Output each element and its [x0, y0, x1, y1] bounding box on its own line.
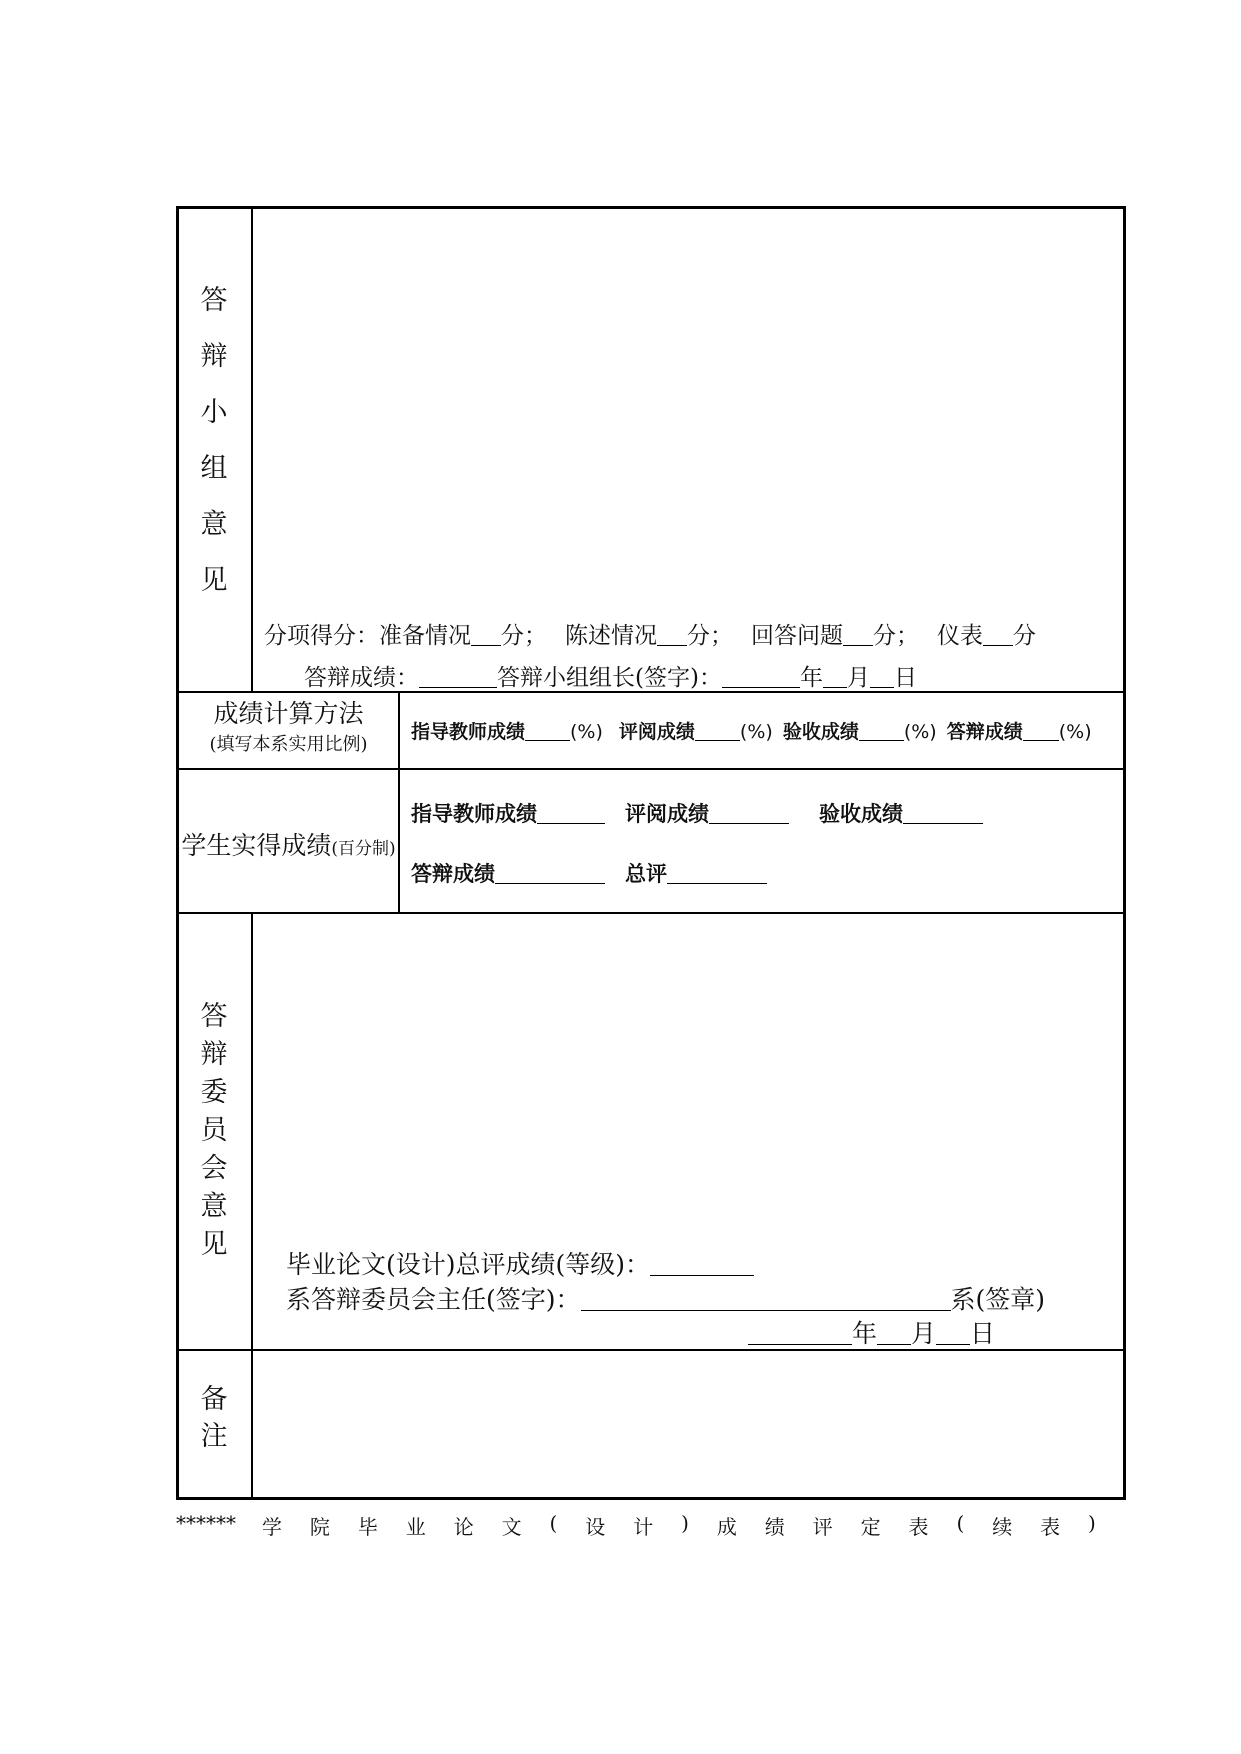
score-answers-blank[interactable]: [843, 622, 873, 646]
actual-defense-label: 答辩成绩: [411, 862, 495, 886]
actual-defense-blank[interactable]: [495, 862, 605, 884]
panel-day-blank[interactable]: [870, 664, 894, 688]
defense-panel-label: [196, 287, 232, 594]
sub-scores-prefix: 分项得分：: [264, 623, 379, 649]
calc-method-label: [179, 697, 398, 759]
row-divider-3: [176, 912, 1126, 914]
committee-day-blank[interactable]: [936, 1319, 970, 1345]
footer-title-char: 计: [633, 1515, 654, 1539]
form-footer: [176, 1511, 1096, 1540]
remarks-label: [196, 1386, 232, 1450]
defense-grade-line: [304, 659, 917, 692]
actual-review-blank[interactable]: [709, 802, 789, 824]
defense-panel-label-char: 组: [200, 453, 228, 484]
footer-stars: ******: [176, 1511, 236, 1535]
panel-year-label: 年: [799, 665, 823, 691]
footer-title-char: 表: [908, 1515, 929, 1539]
committee-label-char: 员: [200, 1115, 228, 1146]
panel-day-label: 日: [893, 665, 917, 691]
leader-sign-blank[interactable]: [722, 664, 800, 688]
score-preparation-label: 准备情况: [379, 623, 471, 649]
defense-panel-label-char: 见: [200, 565, 228, 596]
footer-title-char: 设: [585, 1515, 606, 1539]
footer-title-char: 续: [992, 1515, 1013, 1539]
ratio-advisor-suffix: (%): [570, 721, 603, 743]
ratio-defense-suffix: (%): [1058, 721, 1092, 743]
chair-sign-blank[interactable]: [581, 1285, 951, 1311]
score-presentation-label: 陈述情况: [565, 623, 657, 649]
ratio-acceptance-suffix: (%): [903, 721, 937, 743]
chair-sign-line: [286, 1280, 1045, 1316]
committee-label-char: 委: [200, 1077, 228, 1108]
committee-year-blank[interactable]: [748, 1319, 852, 1345]
footer-title-char: 论: [453, 1515, 474, 1539]
ratio-review-label: 评阅成绩: [618, 721, 695, 743]
ratio-acceptance-label: 验收成绩: [782, 721, 859, 743]
committee-label: [196, 1003, 232, 1258]
label-column-divider-top: [251, 206, 253, 692]
footer-title-char: (: [549, 1511, 558, 1535]
calc-method-title: 成绩计算方法: [213, 699, 364, 728]
footer-title-char: 文: [501, 1515, 522, 1539]
committee-label-char: 答: [200, 1001, 228, 1032]
panel-month-blank[interactable]: [823, 664, 847, 688]
footer-title-char: (: [956, 1511, 965, 1535]
table-border-top: [176, 206, 1126, 209]
table-border-right: [1123, 206, 1126, 1500]
score-answers-label: 回答问题: [751, 623, 843, 649]
committee-date-line: [748, 1314, 995, 1350]
ratio-defense-label: 答辩成绩: [946, 721, 1023, 743]
chair-sign-label: 系答辩委员会主任(签字)：: [286, 1285, 581, 1314]
actual-scores-row-2: [411, 858, 767, 888]
actual-total-label: 总评: [625, 862, 667, 886]
score-presentation-blank[interactable]: [657, 622, 687, 646]
dept-seal-label: 系(签章): [950, 1285, 1046, 1314]
actual-review-label: 评阅成绩: [625, 802, 709, 826]
actual-acceptance-blank[interactable]: [903, 802, 983, 824]
score-appearance-unit: 分: [1013, 623, 1036, 649]
calc-method-subtitle: (填写本系实用比例): [209, 734, 368, 755]
committee-month-label: 月: [911, 1319, 937, 1348]
ratio-advisor-blank[interactable]: [525, 721, 570, 741]
calc-method-ratios: [411, 717, 1092, 744]
table-border-bottom: [176, 1497, 1126, 1500]
committee-label-char: 意: [200, 1191, 228, 1222]
actual-acceptance-label: 验收成绩: [819, 802, 903, 826]
footer-title-char: ): [1088, 1511, 1096, 1535]
committee-label-char: 辩: [200, 1039, 228, 1070]
defense-panel-label-char: 答: [200, 285, 228, 316]
ratio-defense-blank[interactable]: [1023, 721, 1059, 741]
remarks-label-char: 注: [200, 1421, 228, 1452]
actual-scores-title: 学生实得成绩: [181, 831, 332, 860]
score-presentation-unit: 分；: [687, 623, 733, 649]
actual-advisor-blank[interactable]: [537, 802, 605, 824]
footer-title-char: 绩: [764, 1515, 785, 1539]
footer-title: [262, 1511, 1096, 1540]
committee-label-char: 见: [200, 1229, 228, 1260]
defense-panel-label-char: 小: [200, 397, 228, 428]
actual-advisor-label: 指导教师成绩: [411, 802, 537, 826]
footer-title-char: 院: [309, 1515, 330, 1539]
score-appearance-blank[interactable]: [983, 622, 1013, 646]
ratio-advisor-label: 指导教师成绩: [411, 721, 526, 743]
row-divider-2: [176, 768, 1126, 770]
footer-title-char: 评: [812, 1515, 833, 1539]
defense-panel-label-char: 意: [200, 509, 228, 540]
ratio-review-suffix: (%): [739, 721, 773, 743]
ratio-review-blank[interactable]: [695, 721, 740, 741]
ratio-acceptance-blank[interactable]: [859, 721, 904, 741]
actual-total-blank[interactable]: [667, 862, 767, 884]
actual-scores-row-1: [411, 798, 983, 828]
footer-title-char: 毕: [357, 1515, 378, 1539]
committee-label-char: 会: [200, 1153, 228, 1184]
leader-sign-label: 答辩小组组长(签字)：: [497, 665, 722, 691]
total-grade-label: 毕业论文(设计)总评成绩(等级)：: [286, 1250, 651, 1279]
footer-title-char: ): [681, 1511, 689, 1535]
committee-year-label: 年: [852, 1319, 878, 1348]
label-column-divider-middle: [398, 691, 400, 913]
panel-month-label: 月: [846, 665, 870, 691]
footer-title-char: 成: [716, 1515, 737, 1539]
score-preparation-unit: 分；: [501, 623, 547, 649]
total-grade-line: [286, 1245, 754, 1281]
footer-title-char: 表: [1040, 1515, 1061, 1539]
score-appearance-label: 仪表: [937, 623, 983, 649]
footer-title-char: 业: [405, 1515, 426, 1539]
committee-day-label: 日: [970, 1319, 996, 1348]
footer-title-char: 定: [860, 1515, 881, 1539]
score-preparation-blank[interactable]: [471, 622, 501, 646]
actual-scores-subtitle: (百分制): [331, 839, 396, 859]
defense-grade-blank[interactable]: [419, 664, 497, 688]
actual-scores-label: [179, 826, 398, 862]
remarks-label-char: 备: [200, 1384, 228, 1415]
score-answers-unit: 分；: [873, 623, 919, 649]
defense-grade-label: 答辩成绩：: [304, 665, 419, 691]
defense-panel-label-char: 辩: [200, 341, 228, 372]
committee-month-blank[interactable]: [877, 1319, 911, 1345]
label-column-divider-bottom: [251, 912, 253, 1500]
footer-title-char: 学: [262, 1515, 282, 1539]
sub-scores-line: [264, 617, 1036, 650]
total-grade-blank[interactable]: [650, 1250, 754, 1276]
